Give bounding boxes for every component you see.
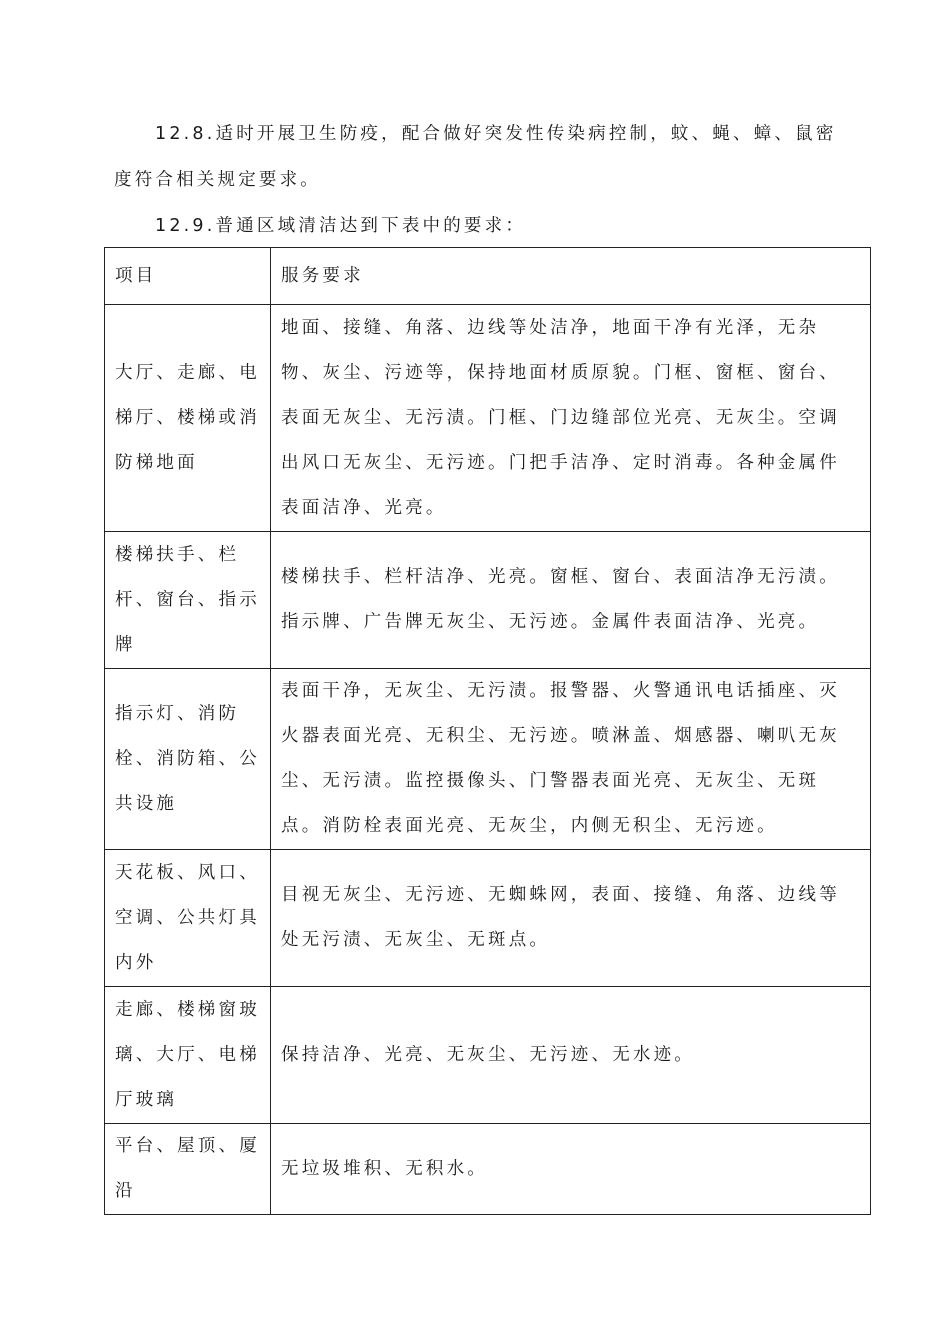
row-requirement: 保持洁净、光亮、无灰尘、无污迹、无水迹。 <box>271 987 871 1124</box>
row-requirement: 表面干净，无灰尘、无污渍。报警器、火警通讯电话插座、灭火器表面光亮、无积尘、无污迹。喷淋盖、烟感器、喇叭无灰尘、无污渍。监控摄像头、门警器表面光亮、无灰尘、无斑点。消防栓表面光亮、无灰尘，内侧无积尘、无污迹。 <box>271 669 871 850</box>
row-item: 指示灯、消防栓、消防箱、公共设施 <box>105 669 271 850</box>
paragraph-12-8-line1: 12.8.适时开展卫生防疫，配合做好突发性传染病控制，蚊、蝇、蟑、鼠密 <box>155 124 837 144</box>
row-requirement: 无垃圾堆积、无积水。 <box>271 1124 871 1215</box>
row-requirement: 地面、接缝、角落、边线等处洁净，地面干净有光泽，无杂物、灰尘、污迹等，保持地面材质原貌。门框、窗框、窗台、表面无灰尘、无污渍。门框、门边缝部位光亮、无灰尘。空调出风口无灰尘、无污迹。门把手洁净、定时消毒。各种金属件表面洁净、光亮。 <box>271 305 871 532</box>
row-requirement: 楼梯扶手、栏杆洁净、光亮。窗框、窗台、表面洁净无污渍。指示牌、广告牌无灰尘、无污迹。金属件表面洁净、光亮。 <box>271 532 871 669</box>
header-requirement: 服务要求 <box>271 248 871 305</box>
row-item: 走廊、楼梯窗玻璃、大厅、电梯厅玻璃 <box>105 987 271 1124</box>
row-item: 平台、屋顶、厦沿 <box>105 1124 271 1215</box>
table-row <box>105 305 871 532</box>
table-row <box>105 532 871 669</box>
table-row <box>105 1124 871 1215</box>
paragraph-12-8-line2: 度符合相关规定要求。 <box>114 170 321 190</box>
row-requirement: 目视无灰尘、无污迹、无蜘蛛网，表面、接缝、角落、边线等处无污渍、无灰尘、无斑点。 <box>271 850 871 987</box>
table-row <box>105 850 871 987</box>
row-item: 楼梯扶手、栏杆、窗台、指示牌 <box>105 532 271 669</box>
header-item: 项目 <box>105 248 271 305</box>
row-item: 大厅、走廊、电梯厅、楼梯或消防梯地面 <box>105 305 271 532</box>
table-row <box>105 987 871 1124</box>
table-header-row <box>105 248 871 305</box>
table-row <box>105 669 871 850</box>
paragraph-12-9: 12.9.普通区域清洁达到下表中的要求： <box>155 216 527 236</box>
cleaning-requirements-table <box>104 247 871 1215</box>
row-item: 天花板、风口、空调、公共灯具内外 <box>105 850 271 987</box>
